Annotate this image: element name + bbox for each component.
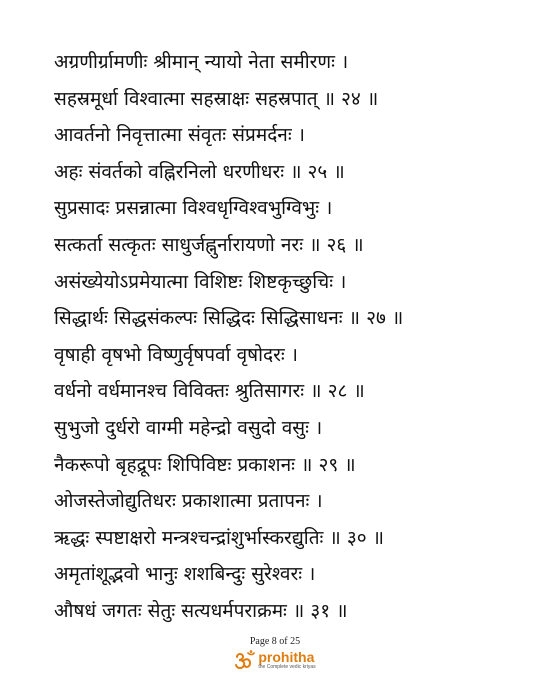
verse-line: औषधं जगतः सेतुः सत्यधर्मपराक्रमः ॥ ३१ ॥ xyxy=(54,599,348,622)
verse-line: वृषाही वृषभो विष्णुर्वृषपर्वा वृषोदरः । xyxy=(54,343,298,366)
verse-line: सिद्धार्थः सिद्धसंकल्पः सिद्धिदः सिद्धिसाधनः ॥ २७ ॥ xyxy=(54,307,404,330)
page-number: Page 8 of 25 xyxy=(249,636,301,647)
verse-line: नैकरूपो बृहद्रूपः शिपिविष्टः प्रकाशनः ॥ २९ ॥ xyxy=(54,453,356,476)
verse-line: अग्रणीर्ग्रामणीः श्रीमान् न्यायो नेता समीरणः । xyxy=(54,51,349,73)
verse-line: वर्धनो वर्धमानश्च विविक्तः श्रुतिसागरः ॥ २८ ॥ xyxy=(54,380,365,403)
verse-line: अमृतांशूद्भवो भानुः शशबिन्दुः सुरेश्वरः । xyxy=(54,563,316,586)
verse-line: सहस्रमूर्धा विश्वात्मा सहस्राक्षः सहस्रपात् ॥ २४ ॥ xyxy=(54,87,379,110)
om-icon xyxy=(234,650,256,670)
brand-logo xyxy=(234,650,315,670)
verse-line: अहः संवर्तको वह्निरनिलो धरणीधरः ॥ २५ ॥ xyxy=(54,160,345,183)
brand-tagline: the Complete vedic kriyas xyxy=(258,663,316,670)
brand-name: prohitha xyxy=(258,648,315,665)
verse-line: ओजस्तेजोद्युतिधरः प्रकाशात्मा प्रतापनः । xyxy=(54,490,323,513)
verse-line: सुभुजो दुर्धरो वाग्मी महेन्द्रो वसुदो वसुः । xyxy=(54,416,323,439)
verse-line: सत्कर्ता सत्कृतः साधुर्जह्नुर्नारायणो नरः ॥ २६ ॥ xyxy=(54,233,364,256)
verse-line: सुप्रसादः प्रसन्नात्मा विश्वधृग्विश्वभुग्विभुः । xyxy=(54,197,333,220)
page-footer xyxy=(0,636,550,674)
verse-line: ऋद्धः स्पष्टाक्षरो मन्त्रश्चन्द्रांशुर्भास्करद्युतिः ॥ ३० ॥ xyxy=(54,526,385,549)
verse-line: असंख्येयोऽप्रमेयात्मा विशिष्टः शिष्टकृच्छुचिः । xyxy=(54,270,347,293)
verse-line: आवर्तनो निवृत्तात्मा संवृतः संप्रमर्दनः । xyxy=(54,124,305,147)
verse-block xyxy=(54,44,524,630)
